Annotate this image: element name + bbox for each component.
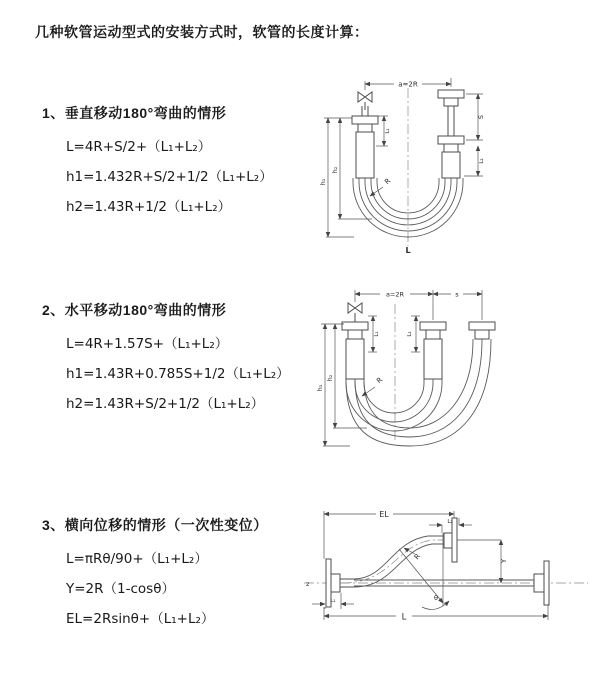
dim-label-end-right: L₂	[407, 331, 413, 337]
dim-label-end-left: L₁	[374, 331, 380, 337]
radius-callout	[404, 548, 422, 561]
dim-end-right	[429, 518, 472, 533]
formula-offset: Y=2R（1-cosθ）	[66, 581, 175, 597]
dim-label-end-left: L₁	[385, 128, 391, 134]
section-3-heading: 3、横向位移的情形（一次性变位）	[42, 517, 268, 533]
dim-width-top	[355, 290, 482, 320]
dim-label-end-left: L₁	[330, 598, 336, 604]
page-title: 几种软管运动型式的安装方式时，软管的长度计算：	[35, 24, 369, 40]
section-1-heading: 1、垂直移动180°弯曲的情形	[42, 105, 227, 121]
formula-h1: h1=1.432R+S/2+1/2（L₁+L₂）	[66, 169, 273, 185]
dim-label-radius: R	[383, 176, 393, 187]
diagram-horizontal-180-bend	[310, 280, 590, 460]
dim-label-radius: R	[412, 552, 423, 562]
hose-u-bend-position-2	[346, 339, 491, 446]
hose-u-bend-position-1	[346, 379, 442, 431]
dim-label-radius: R	[375, 375, 385, 386]
section-2	[42, 300, 310, 419]
right-pipe-assembly	[438, 90, 464, 178]
pipe-assembly-position-2	[469, 322, 495, 339]
section-2-heading: 2、水平移动180°弯曲的情形	[42, 302, 227, 318]
dim-travel	[466, 94, 485, 140]
radius-callout	[370, 177, 392, 196]
dim-length-top	[324, 510, 454, 562]
formula-length: L=4R+1.57S+（L₁+L₂）	[66, 336, 229, 352]
dim-label-length-bottom: L	[405, 246, 411, 255]
formula-length: L=πRθ/90+（L₁+L₂）	[66, 551, 208, 567]
dim-label-width-top: a=2R	[398, 80, 418, 89]
dim-end-left	[312, 593, 354, 609]
dim-label-offset: Y	[500, 558, 508, 564]
dim-end-right	[407, 316, 420, 352]
dim-offset	[500, 540, 508, 583]
dim-end-right	[464, 146, 485, 176]
dim-label-length-bottom: L	[401, 612, 407, 623]
pipe-assembly-fixed	[342, 322, 368, 379]
section-1	[42, 103, 310, 222]
dim-end-left	[368, 316, 380, 352]
valve-icon	[358, 92, 372, 110]
section-3	[42, 515, 310, 634]
formula-h2: h2=1.43R+S/2+1/2（L₁+L₂）	[66, 396, 265, 412]
dim-label-travel: S	[477, 114, 485, 120]
formula-el: EL=2Rsinθ+（L₁+L₂）	[66, 611, 215, 627]
formula-length: L=4R+S/2+（L₁+L₂）	[66, 139, 212, 155]
formula-h1: h1=1.43R+0.785S+1/2（L₁+L₂）	[66, 366, 290, 382]
pipe-assembly-position-1	[420, 322, 446, 379]
dim-length-bottom	[324, 605, 548, 623]
dim-label-end-right: L₂	[479, 158, 485, 164]
dim-label-width-top: a=2R	[385, 290, 405, 299]
formula-h2: h2=1.43R+1/2（L₁+L₂）	[66, 199, 232, 215]
dim-label-height-outer: h₁	[319, 178, 327, 186]
dim-label-travel: s	[455, 290, 459, 299]
left-pipe-assembly	[352, 106, 378, 178]
diagram-lateral-offset	[296, 503, 596, 643]
dim-label-angle: θ	[434, 594, 438, 602]
valve-icon	[348, 303, 362, 322]
axis-break-mark: z	[306, 580, 310, 588]
diagram-vertical-180-bend	[308, 70, 588, 260]
dim-label-end-right: L₂	[447, 519, 453, 525]
dim-label-length-top: EL	[379, 510, 389, 519]
dim-width-top	[365, 78, 451, 90]
dim-label-height-inner: h₂	[326, 374, 334, 382]
dim-label-height-outer: h₁	[316, 384, 324, 392]
dim-label-height-inner: h₂	[331, 166, 339, 174]
